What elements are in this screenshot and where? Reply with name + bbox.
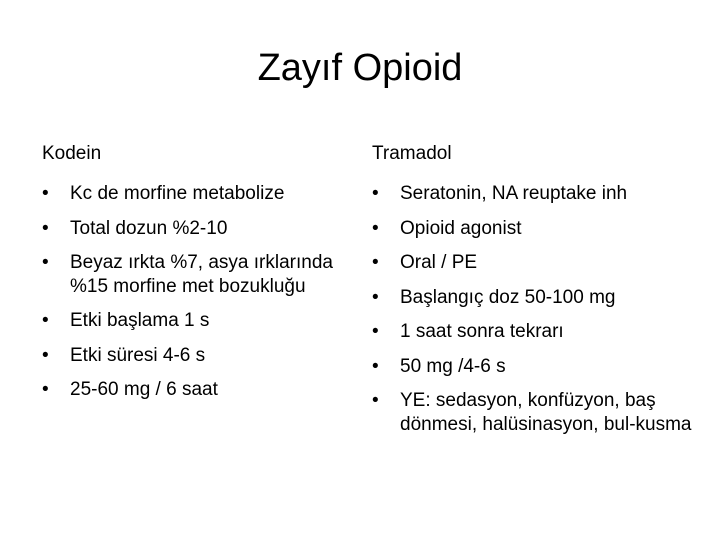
bullet-icon: • bbox=[372, 355, 379, 377]
list-item bbox=[372, 320, 692, 344]
left-column-heading: Kodein bbox=[42, 143, 102, 164]
list-item bbox=[372, 182, 692, 206]
list-item bbox=[42, 309, 342, 333]
list-item bbox=[372, 286, 692, 310]
bullet-icon: • bbox=[372, 183, 379, 204]
list-item-text: Total dozun %2-10 bbox=[70, 217, 228, 239]
list-item bbox=[372, 251, 692, 275]
left-bullet-list bbox=[42, 182, 342, 402]
bullet-icon: • bbox=[372, 321, 379, 342]
list-item bbox=[42, 378, 342, 402]
bullet-icon: • bbox=[372, 217, 379, 239]
right-column-heading: Tramadol bbox=[372, 143, 452, 164]
list-item bbox=[42, 251, 342, 298]
list-item bbox=[372, 217, 692, 241]
list-item-text: Başlangıç doz 50-100 mg bbox=[400, 286, 616, 308]
list-item bbox=[42, 182, 342, 206]
list-item-text: 50 mg /4-6 s bbox=[400, 355, 506, 377]
list-item-text: Etki başlama 1 s bbox=[70, 310, 210, 331]
list-item-text: Opioid agonist bbox=[400, 217, 522, 239]
list-item-text: 25-60 mg / 6 saat bbox=[70, 379, 218, 400]
bullet-icon: • bbox=[42, 344, 49, 366]
list-item bbox=[42, 344, 342, 368]
bullet-icon: • bbox=[372, 252, 379, 273]
list-item-text: Oral / PE bbox=[400, 252, 478, 273]
bullet-icon: • bbox=[42, 183, 49, 204]
bullet-icon: • bbox=[372, 286, 379, 308]
list-item-text: Kc de morfine metabolize bbox=[70, 183, 285, 204]
right-column bbox=[372, 140, 692, 447]
slide-title: Zayıf Opioid bbox=[257, 47, 463, 89]
bullet-icon: • bbox=[42, 310, 49, 331]
bullet-icon: • bbox=[372, 390, 379, 411]
list-item bbox=[372, 355, 692, 379]
list-item-text: Beyaz ırkta %7, asya ırklarında %15 morfine met bozukluğu bbox=[70, 252, 333, 297]
list-item-text: 1 saat sonra tekrarı bbox=[400, 321, 564, 342]
right-bullet-list bbox=[372, 182, 692, 436]
bullet-icon: • bbox=[42, 379, 49, 400]
list-item-text: Seratonin, NA reuptake inh bbox=[400, 183, 628, 204]
list-item bbox=[372, 389, 692, 436]
left-column bbox=[42, 140, 342, 413]
bullet-icon: • bbox=[42, 252, 49, 273]
bullet-icon: • bbox=[42, 217, 49, 239]
list-item-text: YE: sedasyon, konfüzyon, baş dönmesi, halüsinasyon, bul-kusma bbox=[400, 390, 692, 435]
list-item-text: Etki süresi 4-6 s bbox=[70, 344, 206, 366]
list-item bbox=[42, 217, 342, 241]
